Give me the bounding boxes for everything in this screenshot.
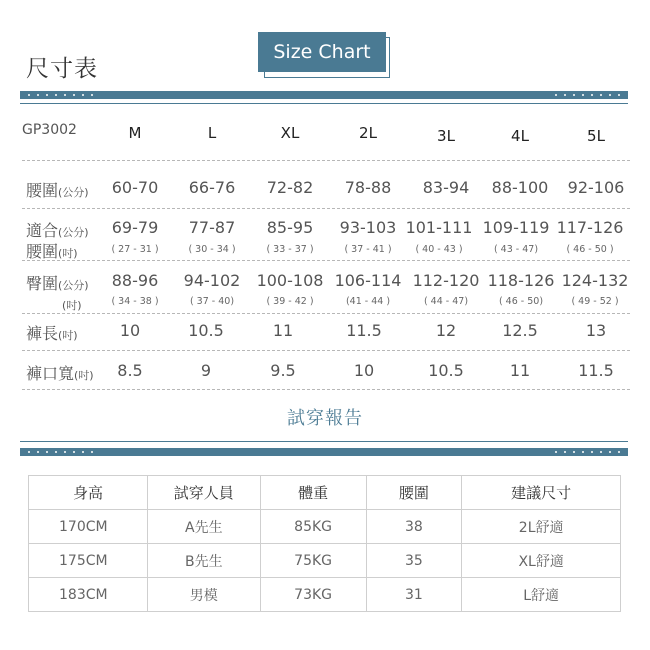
fit-waist-inch-3l: ( 40 - 43 ) xyxy=(415,244,463,255)
length-l: 10.5 xyxy=(188,321,224,340)
table-row xyxy=(29,544,621,578)
cell-waist: 38 xyxy=(366,510,462,544)
fit-waist-l: 77-87 xyxy=(188,218,236,237)
waist-l: 66-76 xyxy=(188,178,236,197)
page-title: 尺寸表 xyxy=(26,56,98,82)
length-4l: 12.5 xyxy=(502,321,538,340)
cell-tester: A先生 xyxy=(147,510,260,544)
cell-tester: B先生 xyxy=(147,544,260,578)
header-band xyxy=(20,91,628,99)
hem-5l: 11.5 xyxy=(578,361,614,380)
size-header-m: M xyxy=(128,124,142,142)
length-3l: 12 xyxy=(435,321,457,340)
cell-tester: 男模 xyxy=(147,578,260,612)
trial-table xyxy=(28,475,621,612)
waist-2l: 78-88 xyxy=(344,178,392,197)
hem-xl: 9.5 xyxy=(270,361,296,380)
cell-weight: 73KG xyxy=(260,578,366,612)
size-header-3l: 3L xyxy=(437,127,455,145)
fit-waist-inch-4l: ( 43 - 47) xyxy=(493,244,539,255)
fit-waist-5l: 117-126 xyxy=(556,218,624,237)
row-label-hip: 臀圍(公分) xyxy=(26,274,89,293)
length-2l: 11.5 xyxy=(346,321,382,340)
cell-height: 170CM xyxy=(29,510,148,544)
hip-5l: 124-132 xyxy=(561,271,629,290)
hip-2l: 106-114 xyxy=(334,271,402,290)
fit-waist-inch-5l: ( 46 - 50 ) xyxy=(566,244,614,255)
fit-waist-xl: 85-95 xyxy=(266,218,314,237)
report-title: 試穿報告 xyxy=(287,408,363,429)
band-dots-left xyxy=(28,450,93,454)
hip-inch-4l: ( 46 - 50) xyxy=(498,296,544,307)
band-dots-right xyxy=(555,93,620,97)
table-row xyxy=(29,578,621,612)
hem-2l: 10 xyxy=(353,361,375,380)
hip-inch-5l: ( 49 - 52 ) xyxy=(571,296,619,307)
table-header-row xyxy=(29,476,621,510)
hip-inch-xl: ( 39 - 42 ) xyxy=(266,296,314,307)
product-code: GP3002 xyxy=(22,122,77,138)
header-weight: 體重 xyxy=(260,476,366,510)
cell-waist: 35 xyxy=(366,544,462,578)
size-chart-badge: Size Chart xyxy=(258,32,386,72)
row-label-hip-inch: (吋) xyxy=(62,299,82,312)
hip-inch-2l: (41 - 44 ) xyxy=(345,296,391,307)
hip-3l: 112-120 xyxy=(412,271,480,290)
header-tester: 試穿人員 xyxy=(147,476,260,510)
fit-waist-4l: 109-119 xyxy=(482,218,550,237)
hem-4l: 11 xyxy=(509,361,531,380)
fit-waist-inch-m: ( 27 - 31 ) xyxy=(111,244,159,255)
band-dots-right xyxy=(555,450,620,454)
length-5l: 13 xyxy=(585,321,607,340)
row-divider xyxy=(22,350,630,351)
cell-suggested-size: 2L舒適 xyxy=(462,510,621,544)
length-m: 10 xyxy=(119,321,141,340)
row-label-fit-waist: 適合(公分) xyxy=(26,221,89,240)
header-height: 身高 xyxy=(29,476,148,510)
size-header-5l: 5L xyxy=(587,127,605,145)
cell-weight: 75KG xyxy=(260,544,366,578)
cell-height: 183CM xyxy=(29,578,148,612)
row-divider xyxy=(22,260,630,261)
size-header-l: L xyxy=(207,124,217,142)
hem-m: 8.5 xyxy=(117,361,143,380)
row-divider xyxy=(22,208,630,209)
cell-height: 175CM xyxy=(29,544,148,578)
row-label-waist: 腰圍(公分) xyxy=(26,181,89,200)
header-suggested-size: 建議尺寸 xyxy=(462,476,621,510)
waist-m: 60-70 xyxy=(111,178,159,197)
fit-waist-inch-2l: ( 37 - 41 ) xyxy=(344,244,392,255)
row-divider xyxy=(22,313,630,314)
row-label-length: 褲長(吋) xyxy=(26,324,78,343)
hip-inch-l: ( 37 - 40) xyxy=(189,296,235,307)
cell-waist: 31 xyxy=(366,578,462,612)
band-dots-left xyxy=(28,93,93,97)
row-divider xyxy=(22,389,630,390)
hem-3l: 10.5 xyxy=(428,361,464,380)
row-label-hem: 褲口寬(吋) xyxy=(26,364,94,383)
cell-suggested-size: L舒適 xyxy=(462,578,621,612)
hip-4l: 118-126 xyxy=(487,271,555,290)
waist-5l: 92-106 xyxy=(567,178,625,197)
header-waist: 腰圍 xyxy=(366,476,462,510)
hip-inch-m: ( 34 - 38 ) xyxy=(111,296,159,307)
row-divider xyxy=(22,160,630,161)
waist-3l: 83-94 xyxy=(422,178,470,197)
report-rule xyxy=(20,441,628,442)
report-band xyxy=(20,448,628,456)
length-xl: 11 xyxy=(272,321,294,340)
row-label-fit-waist-inch: 腰圍(吋) xyxy=(26,242,78,261)
fit-waist-inch-xl: ( 33 - 37 ) xyxy=(266,244,314,255)
waist-xl: 72-82 xyxy=(266,178,314,197)
hip-xl: 100-108 xyxy=(256,271,324,290)
waist-4l: 88-100 xyxy=(491,178,549,197)
size-header-2l: 2L xyxy=(359,124,377,142)
size-header-4l: 4L xyxy=(511,127,529,145)
hip-inch-3l: ( 44 - 47) xyxy=(423,296,469,307)
fit-waist-inch-l: ( 30 - 34 ) xyxy=(188,244,236,255)
cell-weight: 85KG xyxy=(260,510,366,544)
size-header-xl: XL xyxy=(280,124,300,142)
header-rule xyxy=(20,103,628,104)
hip-m: 88-96 xyxy=(111,271,159,290)
fit-waist-3l: 101-111 xyxy=(405,218,473,237)
hem-l: 9 xyxy=(200,361,212,380)
fit-waist-2l: 93-103 xyxy=(339,218,397,237)
hip-l: 94-102 xyxy=(183,271,241,290)
cell-suggested-size: XL舒適 xyxy=(462,544,621,578)
fit-waist-m: 69-79 xyxy=(111,218,159,237)
table-row xyxy=(29,510,621,544)
